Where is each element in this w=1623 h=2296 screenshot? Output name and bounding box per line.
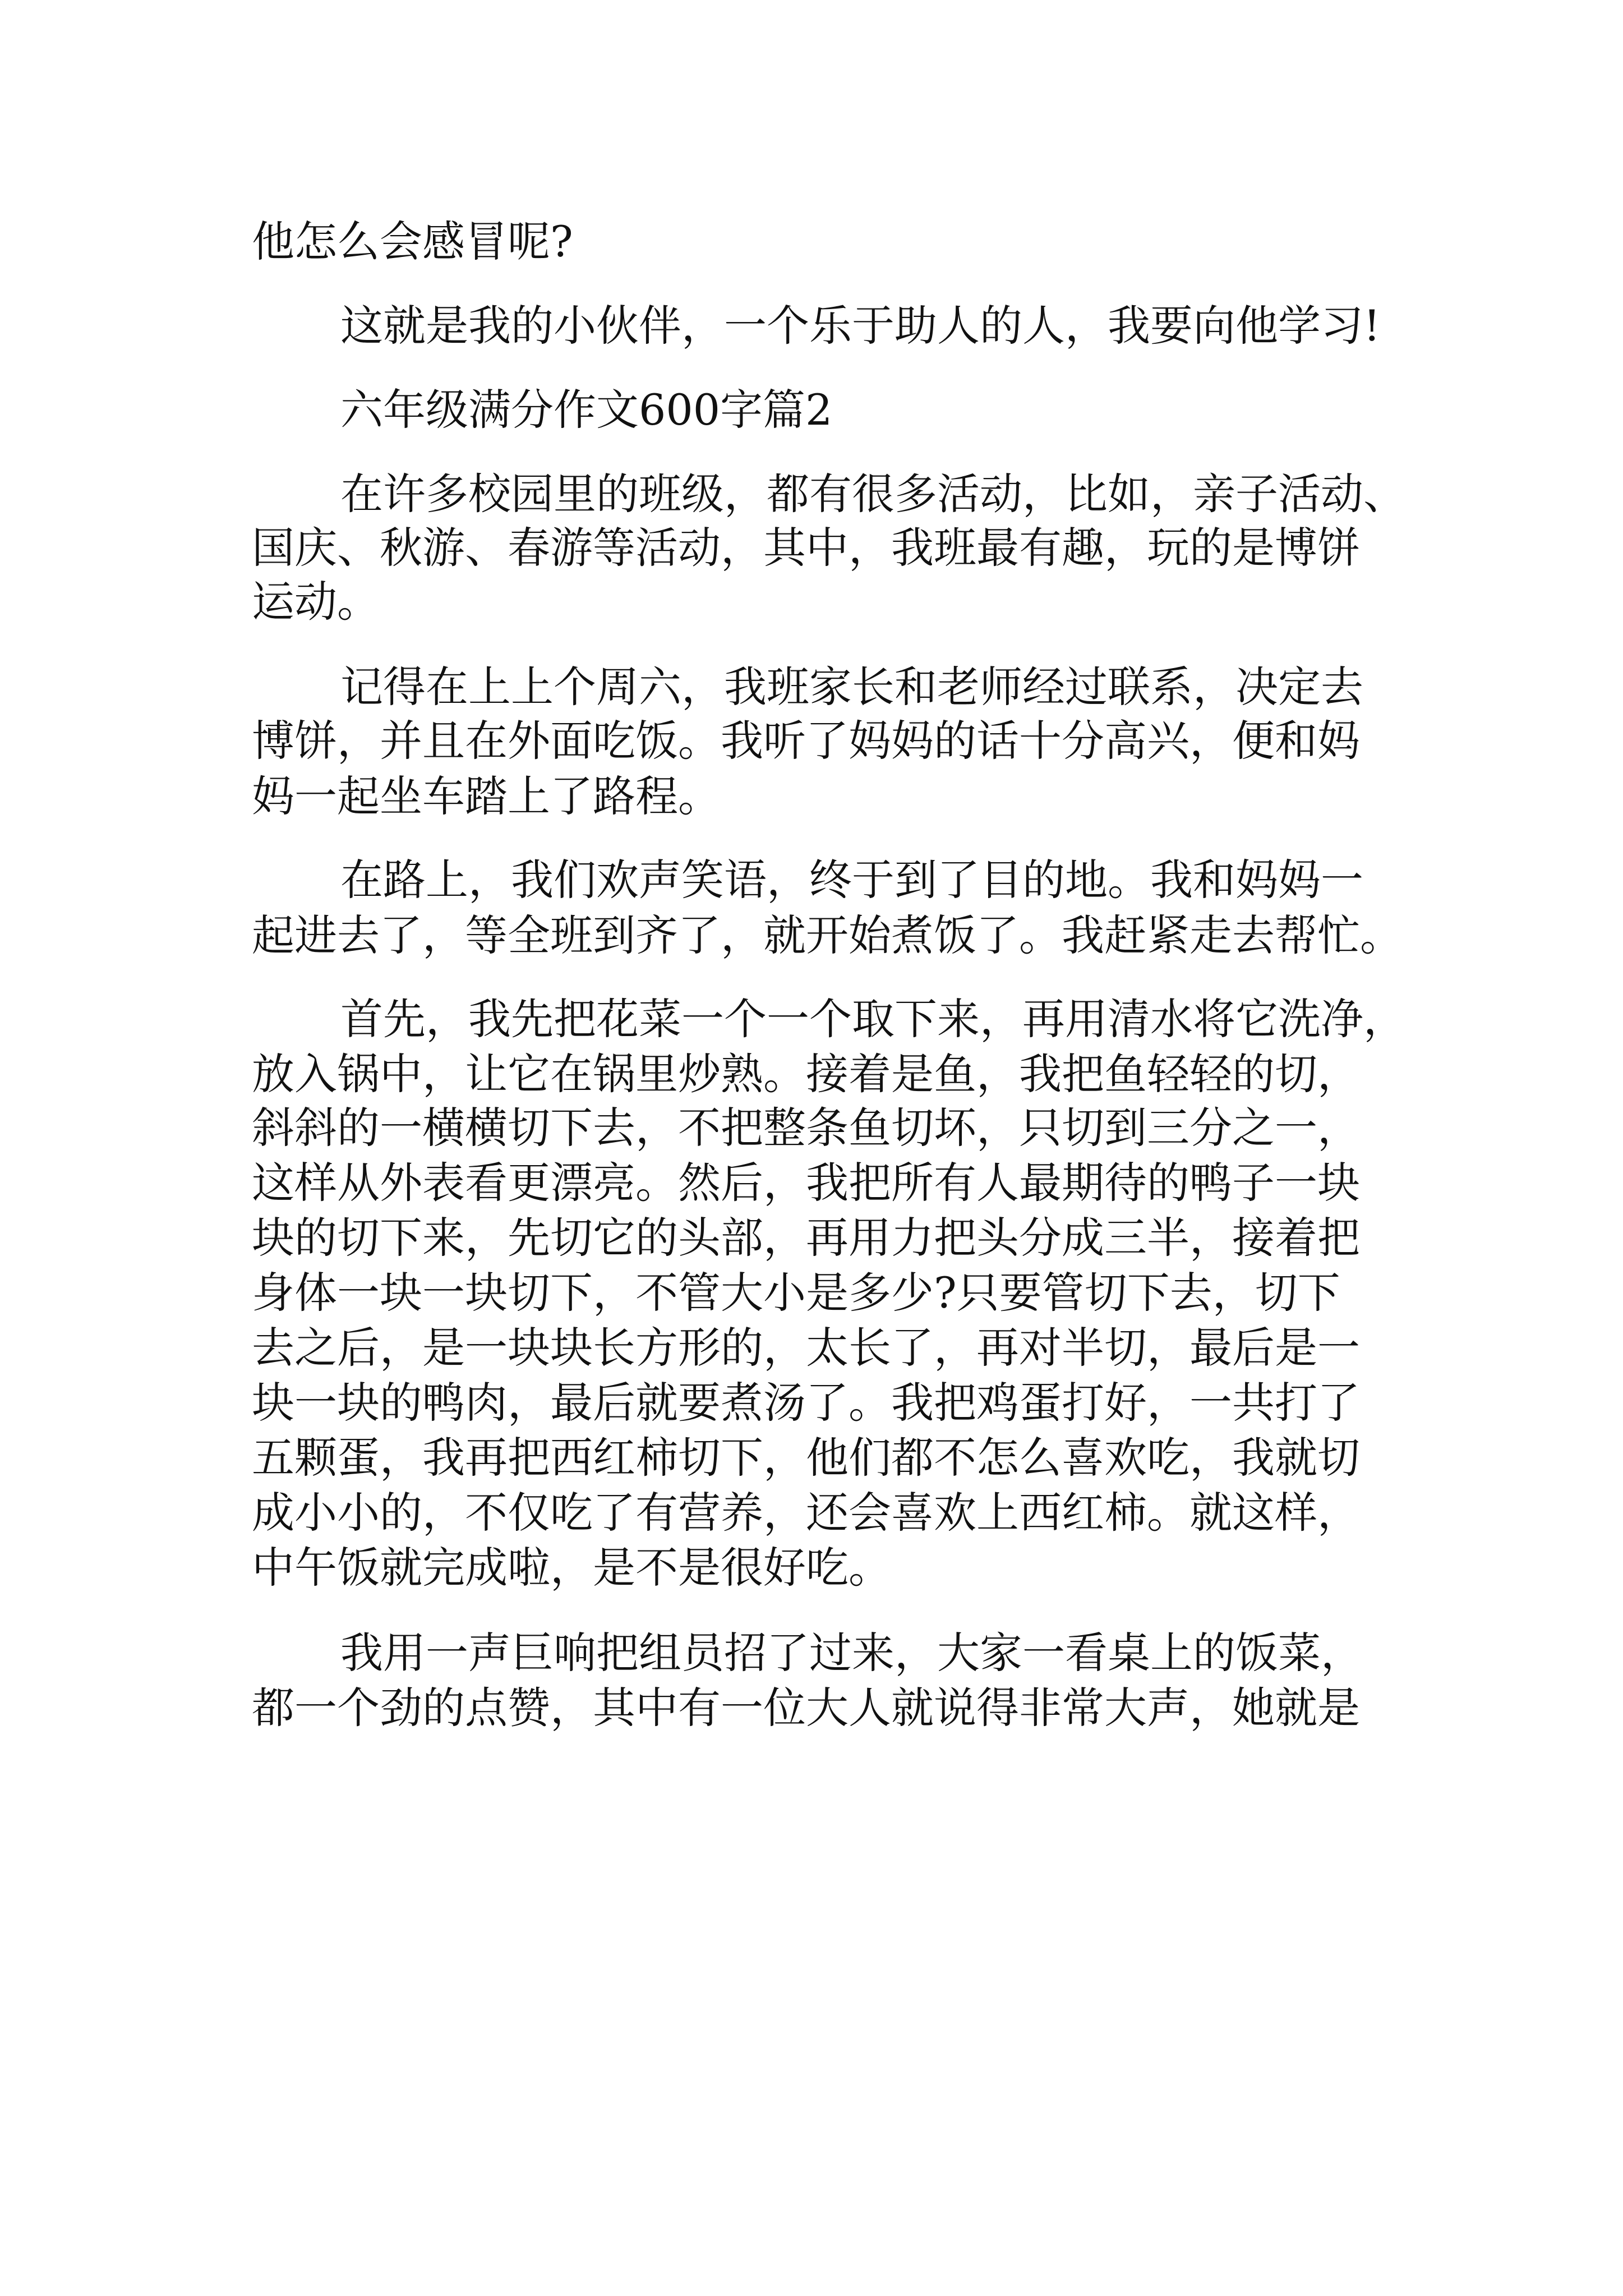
text-line: 记得在上上个周六，我班家长和老师经过联系，决定去 [340,662,1363,712]
text-line: 妈一起坐车踏上了路程。 [252,771,721,821]
section-heading: 六年级满分作文600字篇2 [340,385,833,435]
text-line: 他怎么会感冒呢? [252,217,573,266]
text-line: 五颗蛋，我再把西红柿切下，他们都不怎么喜欢吃，我就切 [252,1433,1360,1483]
text-line: 这样从外表看更漂亮。然后，我把所有人最期待的鸭子一块 [252,1158,1360,1208]
text-line: 块一块的鸭肉，最后就要煮汤了。我把鸡蛋打好，一共打了 [252,1378,1360,1428]
text-line: 我用一声巨响把组员招了过来，大家一看桌上的饭菜， [340,1628,1363,1678]
text-line: 博饼，并且在外面吃饭。我听了妈妈的话十分高兴，便和妈 [252,716,1360,766]
text-line: 首先，我先把花菜一个一个取下来，再用清水将它洗净， [340,994,1406,1044]
text-line: 斜斜的一横横切下去，不把整条鱼切坏，只切到三分之一， [252,1103,1360,1153]
text-line: 运动。 [252,577,380,627]
text-line: 国庆、秋游、春游等活动，其中，我班最有趣，玩的是博饼 [252,523,1360,573]
text-line: 在许多校园里的班级，都有很多活动，比如，亲子活动、 [340,469,1406,519]
text-line: 成小小的，不仅吃了有营养，还会喜欢上西红柿。就这样， [252,1488,1360,1538]
text-line: 在路上，我们欢声笑语，终于到了目的地。我和妈妈一 [340,855,1363,905]
text-line: 放入锅中，让它在锅里炒熟。接着是鱼，我把鱼轻轻的切， [252,1049,1360,1099]
text-line: 身体一块一块切下，不管大小是多少?只要管切下去，切下 [252,1268,1340,1318]
text-line: 块的切下来，先切它的头部，再用力把头分成三半，接着把 [252,1213,1360,1263]
text-line: 这就是我的小伙伴，一个乐于助人的人，我要向他学习! [340,301,1381,351]
text-line: 中午饭就完成啦，是不是很好吃。 [252,1543,891,1593]
text-line: 去之后，是一块块长方形的，太长了，再对半切，最后是一 [252,1323,1360,1373]
text-line: 都一个劲的点赞，其中有一位大人就说得非常大声，她就是 [252,1683,1360,1733]
text-line: 起进去了，等全班到齐了，就开始煮饭了。我赶紧走去帮忙。 [252,910,1403,960]
